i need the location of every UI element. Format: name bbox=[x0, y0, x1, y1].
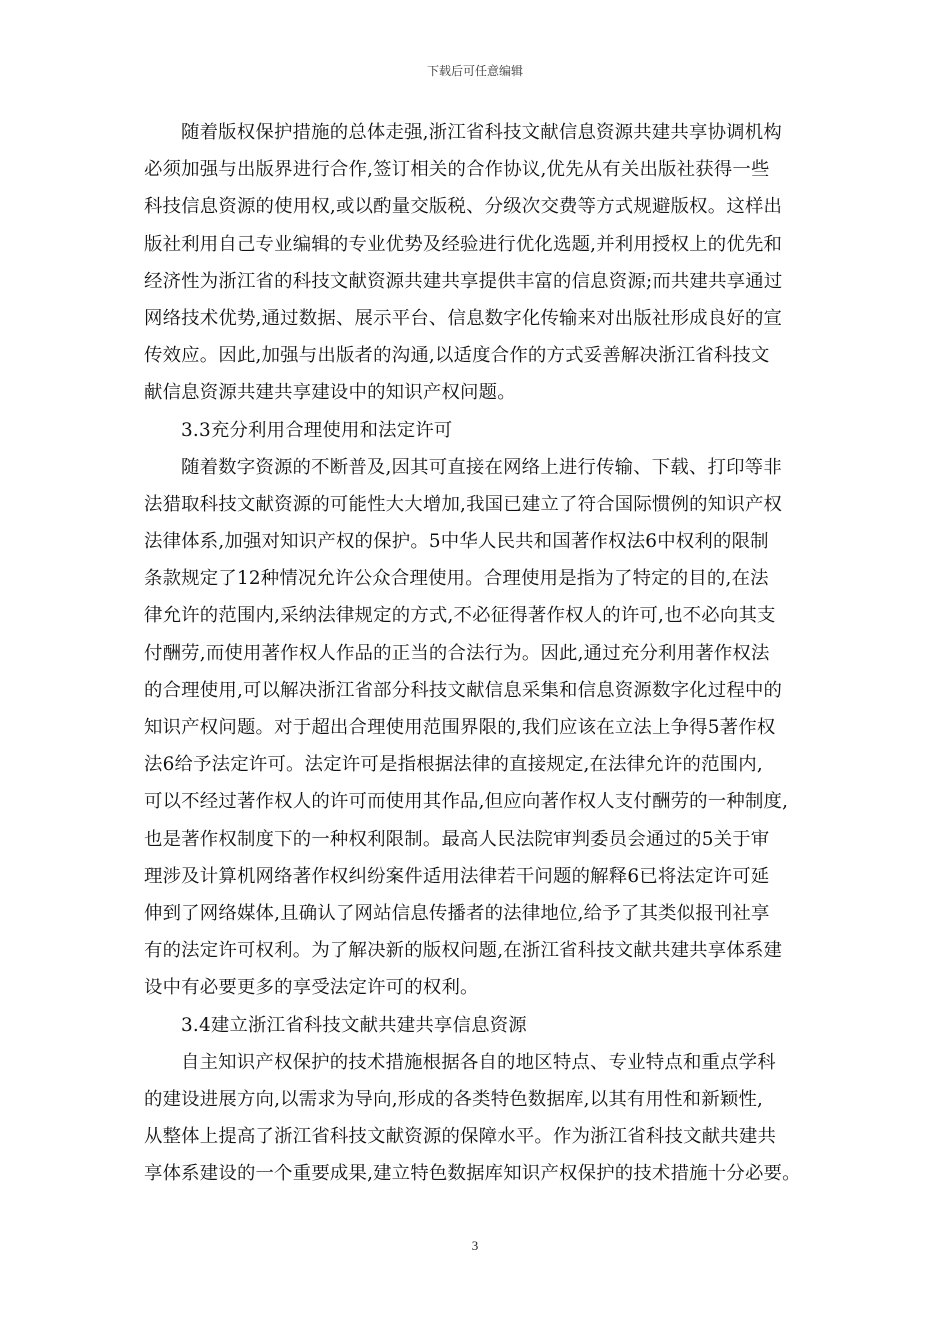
page-number: 3 bbox=[471, 1238, 479, 1253]
text-line: 理涉及计算机网络著作权纠纷案件适用法律若干问题的解释6已将法定许可延 bbox=[144, 865, 770, 887]
text-line: 网络技术优势,通过数据、展示平台、信息数字化传输来对出版社形成良好的宣 bbox=[144, 307, 783, 329]
text-line: 享体系建设的一个重要成果,建立特色数据库知识产权保护的技术措施十分必要。 bbox=[144, 1163, 801, 1185]
text-line: 设中有必要更多的享受法定许可的权利。 bbox=[144, 977, 479, 999]
text-line: 律允许的范围内,采纳法律规定的方式,不必征得著作权人的许可,也不必向其支 bbox=[144, 605, 776, 627]
text-line: 从整体上提高了浙江省科技文献资源的保障水平。作为浙江省科技文献共建共 bbox=[144, 1126, 777, 1148]
text-line: 必须加强与出版界进行合作,签订相关的合作协议,优先从有关出版社获得一些 bbox=[144, 159, 770, 181]
text-line: 法猎取科技文献资源的可能性大大增加,我国已建立了符合国际惯例的知识产权 bbox=[144, 493, 783, 515]
text-line: 的建设进展方向,以需求为导向,形成的各类特色数据库,以其有用性和新颖性, bbox=[144, 1088, 764, 1110]
text-line: 的合理使用,可以解决浙江省部分科技文献信息采集和信息资源数字化过程中的 bbox=[144, 679, 783, 701]
section-heading: 3.4建立浙江省科技文献共建共享信息资源 bbox=[181, 1014, 527, 1036]
text-line: 也是著作权制度下的一种权利限制。最高人民法院审判委员会通过的5关于审 bbox=[144, 828, 770, 850]
section-heading: 3.3充分利用合理使用和法定许可 bbox=[181, 419, 453, 441]
text-line: 知识产权问题。对于超出合理使用范围界限的,我们应该在立法上争得5著作权 bbox=[144, 717, 776, 738]
text-line: 传效应。因此,加强与出版者的沟通,以适度合作的方式妥善解决浙江省科技文 bbox=[144, 345, 770, 367]
text-line: 随着数字资源的不断普及,因其可直接在网络上进行传输、下载、打印等非 bbox=[181, 456, 782, 478]
text-line: 有的法定许可权利。为了解决新的版权问题,在浙江省科技文献共建共享体系建 bbox=[144, 940, 783, 962]
text-line: 伸到了网络媒体,且确认了网站信息传播者的法律地位,给予了其类似报刊社享 bbox=[144, 902, 770, 924]
page-header-note: 下载后可任意编辑 bbox=[426, 64, 523, 78]
text-line: 付酬劳,而使用著作权人作品的正当的合法行为。因此,通过充分利用著作权法 bbox=[144, 642, 770, 664]
text-line: 随着版权保护措施的总体走强,浙江省科技文献信息资源共建共享协调机构 bbox=[181, 122, 782, 143]
text-line: 自主知识产权保护的技术措施根据各自的地区特点、专业特点和重点学科 bbox=[181, 1051, 776, 1073]
text-line: 法6给予法定许可。法定许可是指根据法律的直接规定,在法律允许的范围内, bbox=[144, 754, 763, 776]
text-line: 法律体系,加强对知识产权的保护。5中华人民共和国著作权法6中权利的限制 bbox=[144, 531, 769, 553]
text-line: 献信息资源共建共享建设中的知识产权问题。 bbox=[144, 382, 516, 404]
text-line: 可以不经过著作权人的许可而使用其作品,但应向著作权人支付酬劳的一种制度, bbox=[144, 791, 789, 813]
text-line: 版社利用自己专业编辑的专业优势及经验进行优化选题,并利用授权上的优先和 bbox=[144, 233, 783, 255]
document-body bbox=[144, 114, 812, 1192]
text-line: 经济性为浙江省的科技文献资源共建共享提供丰富的信息资源;而共建共享通过 bbox=[144, 270, 783, 292]
text-line: 条款规定了12种情况允许公众合理使用。合理使用是指为了特定的目的,在法 bbox=[144, 568, 769, 590]
text-line: 科技信息资源的使用权,或以酌量交版税、分级次交费等方式规避版权。这样出 bbox=[144, 196, 783, 218]
